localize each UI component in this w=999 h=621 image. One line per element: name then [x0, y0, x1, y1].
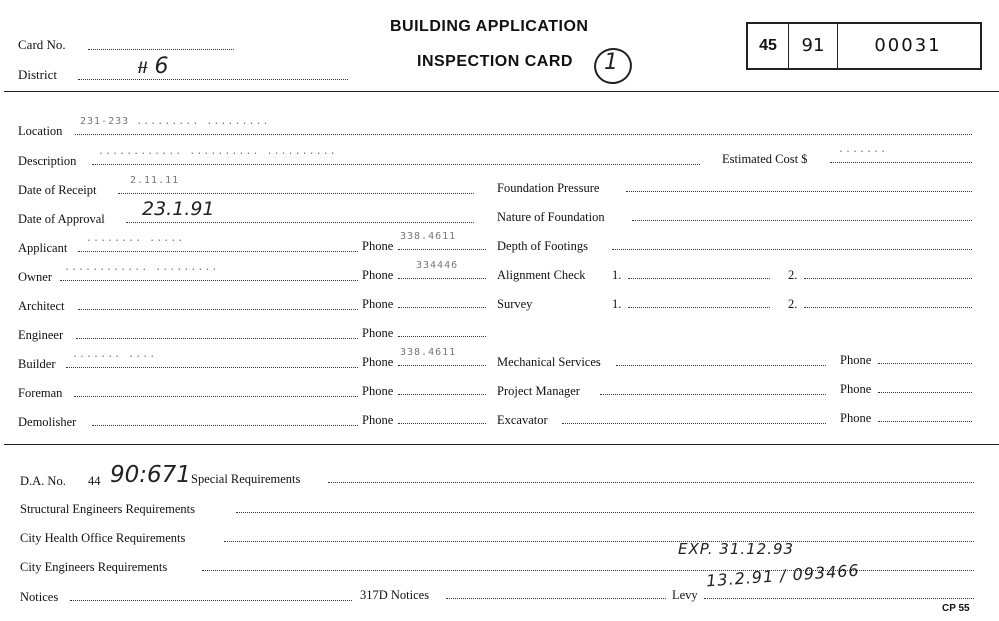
alignment-check-2-label: 2.: [788, 268, 798, 282]
notices-field[interactable]: [70, 600, 352, 601]
date-of-receipt-field[interactable]: [118, 193, 474, 194]
demolisher-phone-label: Phone: [362, 413, 394, 427]
nature-of-foundation-field[interactable]: [632, 220, 972, 221]
owner-label: Owner: [18, 270, 53, 284]
header-divider: [4, 91, 999, 92]
structural-engineers-field[interactable]: [236, 512, 974, 513]
da-no-label: D.A. No.: [20, 474, 66, 488]
expiry-note: EXP. 31.12.93: [678, 540, 795, 558]
district-label: District: [18, 67, 57, 82]
owner-phone-label: Phone: [362, 268, 394, 282]
demolisher-label: Demolisher: [18, 415, 77, 429]
city-health-label: City Health Office Requirements: [20, 531, 186, 545]
excavator-phone-label: Phone: [840, 411, 872, 425]
alignment-check-1-field[interactable]: [628, 278, 770, 279]
owner-phone-value: 334446: [416, 260, 459, 271]
date-of-approval-label: Date of Approval: [18, 212, 105, 226]
survey-2-field[interactable]: [804, 307, 972, 308]
architect-field[interactable]: [78, 309, 358, 310]
architect-label: Architect: [18, 299, 65, 313]
applicant-field[interactable]: [78, 251, 358, 252]
builder-field[interactable]: [66, 367, 358, 368]
builder-label: Builder: [18, 357, 56, 371]
excavator-label: Excavator: [497, 413, 548, 427]
engineer-phone-label: Phone: [362, 326, 394, 340]
form-code: CP 55: [942, 603, 970, 614]
special-requirements-label: Special Requirements: [191, 472, 301, 486]
owner-field[interactable]: [60, 280, 358, 281]
date-of-approval-field[interactable]: [126, 222, 474, 223]
foreman-phone-field[interactable]: [398, 394, 486, 395]
alignment-check-2-field[interactable]: [804, 278, 972, 279]
description-label: Description: [18, 154, 77, 168]
reference-year: 91: [789, 24, 838, 68]
da-prefix: 44: [88, 474, 101, 488]
estimated-cost-label: Estimated Cost $: [722, 152, 808, 166]
applicant-phone-label: Phone: [362, 239, 394, 253]
reference-prefix: 45: [748, 24, 789, 68]
project-manager-label: Project Manager: [497, 384, 580, 398]
mechanical-services-phone-label: Phone: [840, 353, 872, 367]
survey-label: Survey: [497, 297, 533, 311]
form-subtitle: INSPECTION CARD: [417, 53, 573, 70]
depth-of-footings-field[interactable]: [612, 249, 972, 250]
city-health-field[interactable]: [224, 541, 974, 542]
engineer-phone-field[interactable]: [398, 336, 486, 337]
excavator-phone-field[interactable]: [878, 421, 972, 422]
da-number-value: 90:671: [110, 462, 191, 488]
project-manager-phone-field[interactable]: [878, 392, 972, 393]
location-value: 231-233 ......... .........: [80, 116, 270, 127]
nature-of-foundation-label: Nature of Foundation: [497, 210, 605, 224]
alignment-check-1-label: 1.: [612, 268, 622, 282]
estimated-cost-value: .......: [838, 144, 888, 155]
levy-value: 13.2.91 / 093466: [705, 560, 861, 591]
date-of-receipt-value: 2.11.11: [130, 175, 180, 186]
excavator-field[interactable]: [562, 423, 826, 424]
survey-2-label: 2.: [788, 297, 798, 311]
owner-phone-field[interactable]: [398, 278, 486, 279]
special-requirements-field[interactable]: [328, 482, 974, 483]
survey-1-field[interactable]: [628, 307, 770, 308]
foreman-label: Foreman: [18, 386, 63, 400]
builder-phone-value: 338.4611: [400, 347, 457, 358]
applicant-phone-field[interactable]: [398, 249, 486, 250]
date-of-approval-value: 23.1.91: [142, 198, 215, 220]
foreman-phone-label: Phone: [362, 384, 394, 398]
architect-phone-label: Phone: [362, 297, 394, 311]
levy-field[interactable]: [704, 598, 974, 599]
notices-317d-field[interactable]: [446, 598, 666, 599]
engineer-label: Engineer: [18, 328, 64, 342]
project-manager-field[interactable]: [600, 394, 826, 395]
demolisher-phone-field[interactable]: [398, 423, 486, 424]
builder-phone-label: Phone: [362, 355, 394, 369]
notices-label: Notices: [20, 590, 59, 604]
mechanical-services-label: Mechanical Services: [497, 355, 601, 369]
district-value: II 6: [138, 54, 169, 79]
description-field[interactable]: [92, 164, 700, 165]
foreman-field[interactable]: [74, 396, 358, 397]
foundation-pressure-field[interactable]: [626, 191, 972, 192]
applicant-label: Applicant: [18, 241, 68, 255]
applicant-value: ........ .....: [86, 233, 185, 244]
owner-value: ............ .........: [64, 262, 219, 273]
engineer-field[interactable]: [76, 338, 358, 339]
demolisher-field[interactable]: [92, 425, 358, 426]
alignment-check-label: Alignment Check: [497, 268, 586, 282]
card-number: 1: [604, 50, 618, 75]
form-title: BUILDING APPLICATION: [390, 18, 589, 35]
architect-phone-field[interactable]: [398, 307, 486, 308]
notices-317d-label: 317D Notices: [360, 588, 430, 602]
mechanical-services-field[interactable]: [616, 365, 826, 366]
project-manager-phone-label: Phone: [840, 382, 872, 396]
structural-engineers-label: Structural Engineers Requirements: [20, 502, 195, 516]
foundation-pressure-label: Foundation Pressure: [497, 181, 600, 195]
requirements-divider: [4, 444, 999, 445]
location-field[interactable]: [75, 134, 972, 135]
levy-label: Levy: [672, 588, 698, 602]
depth-of-footings-label: Depth of Footings: [497, 239, 588, 253]
district-field[interactable]: [78, 79, 348, 80]
card-no-label: Card No.: [18, 37, 66, 52]
applicant-phone-value: 338.4611: [400, 231, 457, 242]
builder-phone-field[interactable]: [398, 365, 486, 366]
survey-1-label: 1.: [612, 297, 622, 311]
builder-value: ....... ....: [72, 349, 157, 360]
reference-number: 00031: [874, 35, 942, 56]
description-value: ............ .......... ..........: [98, 146, 337, 157]
card-no-field[interactable]: [88, 49, 234, 50]
city-engineers-label: City Engineers Requirements: [20, 560, 168, 574]
reference-box: [746, 22, 982, 70]
date-of-receipt-label: Date of Receipt: [18, 183, 97, 197]
estimated-cost-field[interactable]: [830, 162, 972, 163]
mechanical-services-phone-field[interactable]: [878, 363, 972, 364]
location-label: Location: [18, 124, 63, 138]
